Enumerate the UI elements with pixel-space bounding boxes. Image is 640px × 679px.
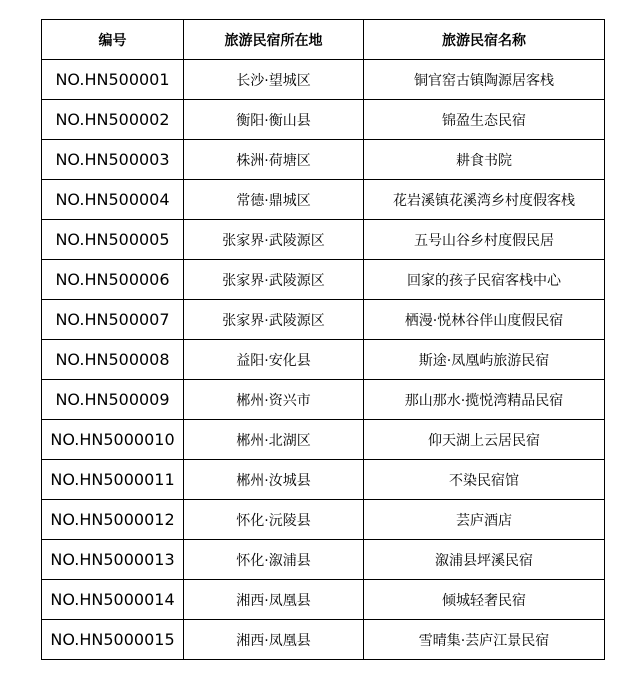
table-row xyxy=(42,100,605,140)
table-row xyxy=(42,340,605,380)
table-row xyxy=(42,420,605,460)
table-row xyxy=(42,300,605,340)
cell-location: 长沙·望城区 xyxy=(184,60,364,100)
cell-name: 铜官窑古镇陶源居客栈 xyxy=(364,60,605,100)
cell-code: NO.HN500009 xyxy=(42,380,184,420)
cell-code: NO.HN500006 xyxy=(42,260,184,300)
cell-code: NO.HN5000013 xyxy=(42,540,184,580)
cell-code: NO.HN500007 xyxy=(42,300,184,340)
cell-code: NO.HN5000011 xyxy=(42,460,184,500)
cell-name: 耕食书院 xyxy=(364,140,605,180)
table-row xyxy=(42,180,605,220)
cell-name: 栖漫·悦林谷伴山度假民宿 xyxy=(364,300,605,340)
cell-location: 郴州·汝城县 xyxy=(184,460,364,500)
cell-location: 湘西·凤凰县 xyxy=(184,580,364,620)
cell-name: 斯途·凤凰屿旅游民宿 xyxy=(364,340,605,380)
cell-location: 张家界·武陵源区 xyxy=(184,220,364,260)
table-row xyxy=(42,60,605,100)
cell-location: 湘西·凤凰县 xyxy=(184,620,364,660)
cell-name: 花岩溪镇花溪湾乡村度假客栈 xyxy=(364,180,605,220)
cell-location: 张家界·武陵源区 xyxy=(184,300,364,340)
table-row xyxy=(42,220,605,260)
table-row xyxy=(42,620,605,660)
cell-location: 衡阳·衡山县 xyxy=(184,100,364,140)
cell-name: 锦盈生态民宿 xyxy=(364,100,605,140)
cell-location: 张家界·武陵源区 xyxy=(184,260,364,300)
table-row xyxy=(42,580,605,620)
cell-location: 郴州·资兴市 xyxy=(184,380,364,420)
cell-code: NO.HN5000012 xyxy=(42,500,184,540)
homestay-registry-table xyxy=(41,19,605,660)
cell-name: 倾城轻奢民宿 xyxy=(364,580,605,620)
table-body xyxy=(42,60,605,660)
cell-name: 芸庐酒店 xyxy=(364,500,605,540)
header-row xyxy=(42,20,605,60)
table-row xyxy=(42,260,605,300)
cell-code: NO.HN5000015 xyxy=(42,620,184,660)
cell-code: NO.HN500001 xyxy=(42,60,184,100)
cell-code: NO.HN5000014 xyxy=(42,580,184,620)
cell-code: NO.HN500004 xyxy=(42,180,184,220)
table-row xyxy=(42,460,605,500)
table-row xyxy=(42,500,605,540)
cell-code: NO.HN500008 xyxy=(42,340,184,380)
cell-location: 怀化·沅陵县 xyxy=(184,500,364,540)
cell-name: 仰天湖上云居民宿 xyxy=(364,420,605,460)
cell-name: 五号山谷乡村度假民居 xyxy=(364,220,605,260)
cell-name: 回家的孩子民宿客栈中心 xyxy=(364,260,605,300)
header-code: 编号 xyxy=(42,20,184,60)
table-header xyxy=(42,20,605,60)
cell-location: 怀化·溆浦县 xyxy=(184,540,364,580)
cell-location: 益阳·安化县 xyxy=(184,340,364,380)
cell-code: NO.HN5000010 xyxy=(42,420,184,460)
table-row xyxy=(42,380,605,420)
cell-name: 那山那水·揽悦湾精品民宿 xyxy=(364,380,605,420)
cell-location: 郴州·北湖区 xyxy=(184,420,364,460)
cell-name: 不染民宿馆 xyxy=(364,460,605,500)
cell-location: 株洲·荷塘区 xyxy=(184,140,364,180)
cell-location: 常德·鼎城区 xyxy=(184,180,364,220)
cell-code: NO.HN500005 xyxy=(42,220,184,260)
cell-name: 溆浦县坪溪民宿 xyxy=(364,540,605,580)
table-row xyxy=(42,540,605,580)
header-location: 旅游民宿所在地 xyxy=(184,20,364,60)
header-name: 旅游民宿名称 xyxy=(364,20,605,60)
cell-name: 雪晴集·芸庐江景民宿 xyxy=(364,620,605,660)
table-row xyxy=(42,140,605,180)
cell-code: NO.HN500002 xyxy=(42,100,184,140)
cell-code: NO.HN500003 xyxy=(42,140,184,180)
